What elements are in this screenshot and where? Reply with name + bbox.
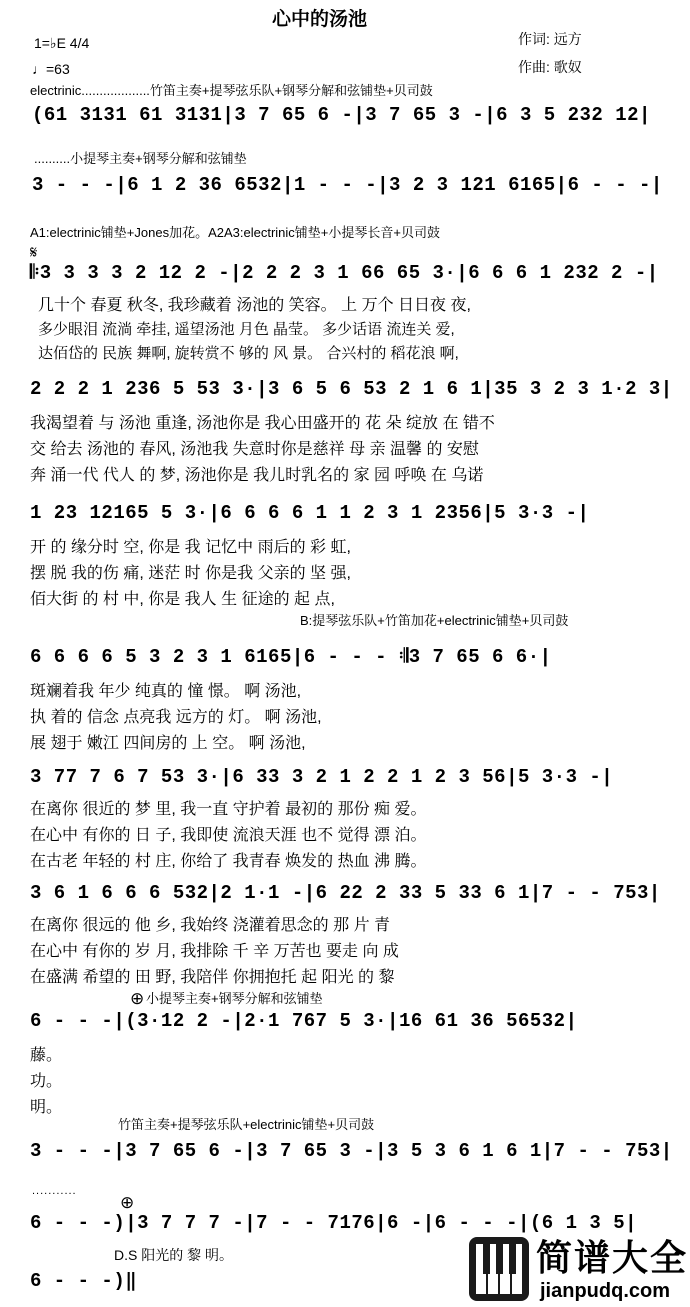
notation-row-7: 3 77 7 6 7 53 3·|6 33 3 2 1 2 2 1 2 3 56|5 3·3 -| <box>30 766 614 788</box>
lyric-v1-d: 斑斓着我 年少 纯真的 憧 憬。 啊 汤池, <box>30 683 302 700</box>
instrumentation-interlude: 小提琴主奏+钢琴分解和弦铺垫 <box>146 991 323 1006</box>
ds-lyric: D.S 阳光的 黎 明。 <box>114 1247 234 1263</box>
lyric-v3-d: 展 翅于 嫩江 四间房的 上 空。 啊 汤池, <box>30 735 306 752</box>
lyricist-credit: 作词: 远方 <box>518 31 582 47</box>
lyric-v3-a: 达佰岱的 民族 舞啊, 旋转赏不 够的 风 景。 合兴村的 稻花浪 啊, <box>38 345 459 362</box>
coda-icon-2: ⊕ <box>120 1193 135 1212</box>
lyric-v1-b: 我渴望着 与 汤池 重逢, 汤池你是 我心田盛开的 花 朵 绽放 在 错不 <box>30 415 495 432</box>
coda-icon-1: ⊕ <box>130 989 145 1008</box>
segno-icon: 𝄋 <box>30 243 38 262</box>
lyric-v2-f: 在心中 有你的 岁 月, 我排除 千 辛 万苦也 要走 向 成 <box>30 943 399 960</box>
lyric-v2-a: 多少眼泪 流淌 牵挂, 遥望汤池 月色 晶莹。 多少话语 流连关 爱, <box>38 321 455 338</box>
piano-keys-icon <box>468 1236 530 1302</box>
notation-row-11: 6 - - -)|3 7 7 7 -|7 - - 7176|6 -|6 - - -|(6 1 3 5| <box>30 1212 637 1234</box>
song-title: 心中的汤池 <box>272 9 368 30</box>
instrumentation-section-b: B:提琴弦乐队+竹笛加花+electrinic铺垫+贝司鼓 <box>300 613 569 628</box>
notation-row-1: (61 3131 61 3131|3 7 65 6 -|3 7 65 3 -|6 3 5 232 12| <box>32 104 651 126</box>
lyric-v1-c: 开 的 缘分时 空, 你是 我 记忆中 雨后的 彩 虹, <box>30 539 351 556</box>
lyric-v1-e: 在离你 很近的 梦 里, 我一直 守护着 最初的 那份 痴 爱。 <box>30 801 427 818</box>
lyric-v3-c: 佰大街 的 村 中, 你是 我人 生 征途的 起 点, <box>30 591 335 608</box>
notation-row-12: 6 - - -)‖ <box>30 1270 138 1292</box>
composer-credit: 作曲: 歌奴 <box>518 59 582 75</box>
notation-row-4: 2 2 2 1 236 5 53 3·|3 6 5 6 53 2 1 6 1|35 3 2 3 1·2 3| <box>30 378 673 400</box>
instrumentation-section-a: A1:electrinic铺垫+Jones加花。A2A3:electrinic铺垫+小提琴长音+贝司鼓 <box>30 225 440 240</box>
lyric-end-2: 功。 <box>30 1073 63 1090</box>
lyric-v3-b: 奔 涌一代 代人 的 梦, 汤池你是 我儿时乳名的 家 园 呼唤 在 乌诺 <box>30 467 484 484</box>
lyric-v2-c: 摆 脱 我的伤 痛, 迷茫 时 你是我 父亲的 坚 强, <box>30 565 351 582</box>
notation-row-3: 𝄆3 3 3 3 2 12 2 -|2 2 2 3 1 66 65 3·|6 6 6 1 232 2 -| <box>30 262 659 284</box>
lyric-v2-e: 在心中 有你的 日 子, 我即使 流浪天涯 也不 觉得 漂 泊。 <box>30 827 427 844</box>
lyric-end-1: 藤。 <box>30 1047 63 1064</box>
lyric-v1-f: 在离你 很远的 他 乡, 我始终 浇灌着思念的 那 片 青 <box>30 917 391 934</box>
key-signature: 1=♭E 4/4 <box>34 35 90 51</box>
notation-row-6: 6 6 6 6 5 3 2 3 1 6165|6 - - - 𝄇3 7 65 6 6·| <box>30 646 552 668</box>
lyric-v1-a: 几十个 春夏 秋冬, 我珍藏着 汤池的 笑容。 上 万个 日日夜 夜, <box>38 297 471 314</box>
notation-row-8: 3 6 1 6 6 6 532|2 1·1 -|6 22 2 33 5 33 6 1|7 - - 753| <box>30 882 661 904</box>
notation-row-2: 3 - - -|6 1 2 36 6532|1 - - -|3 2 3 121 6165|6 - - -| <box>32 174 663 196</box>
notation-row-9: 6 - - -|(3·12 2 -|2·1 767 5 3·|16 61 36 56532| <box>30 1010 578 1032</box>
instrumentation-violin: ..........小提琴主奏+钢琴分解和弦铺垫 <box>34 151 247 166</box>
instrumentation-outro: 竹笛主奏+提琴弦乐队+electrinic铺垫+贝司鼓 <box>118 1117 375 1132</box>
logo-text: 简谱大全 <box>536 1237 689 1278</box>
instrumentation-intro: electrinic...................竹笛主奏+提琴弦乐队+钢琴分解和弦铺垫+贝司鼓 <box>30 83 433 98</box>
lyric-end-3: 明。 <box>30 1099 63 1116</box>
lyric-v3-f: 在盛满 希望的 田 野, 我陪伴 你拥抱托 起 阳光 的 黎 <box>30 969 395 986</box>
outro-dots: ........... <box>32 1185 77 1197</box>
lyric-v3-e: 在古老 年轻的 村 庄, 你给了 我青春 焕发的 热血 沸 腾。 <box>30 853 427 870</box>
notation-row-10: 3 - - -|3 7 65 6 -|3 7 65 3 -|3 5 3 6 1 6 1|7 - - 753| <box>30 1140 673 1162</box>
tempo-marking: ♩=63 <box>32 61 70 77</box>
lyric-v2-d: 执 着的 信念 点亮我 远方的 灯。 啊 汤池, <box>30 709 322 726</box>
lyric-v2-b: 交 给去 汤池的 春风, 汤池我 失意时你是慈祥 母 亲 温馨 的 安慰 <box>30 441 479 458</box>
notation-row-5: 1 23 12165 5 3·|6 6 6 6 1 1 2 3 1 2356|5 3·3 -| <box>30 502 590 524</box>
logo-url: jianpudq.com <box>540 1280 670 1302</box>
